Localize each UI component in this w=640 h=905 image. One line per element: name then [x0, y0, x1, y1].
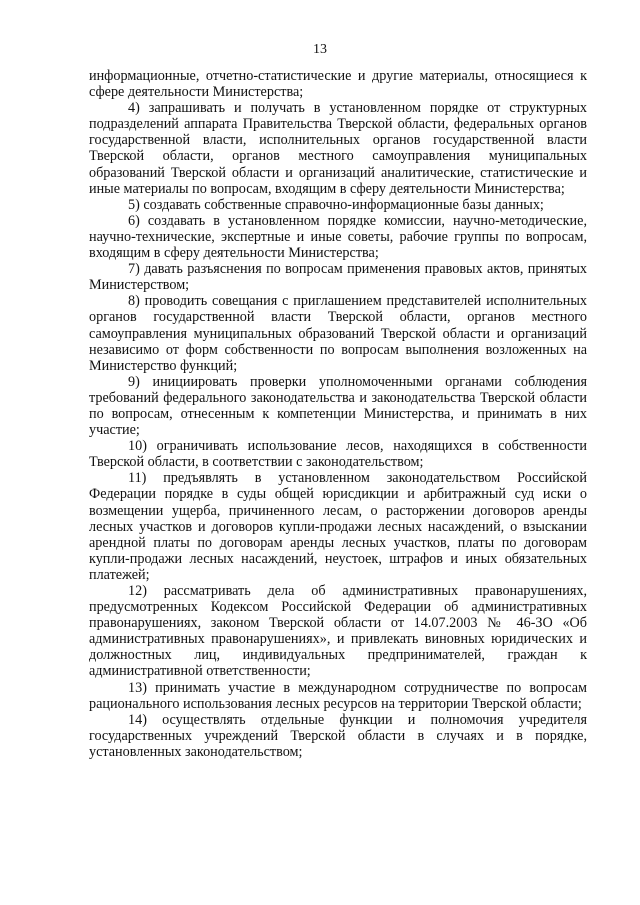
paragraph-item-5: 5) создавать собственные справочно-информационные базы данных; [128, 196, 544, 213]
paragraph-continuation: информационные, отчетно-статистические и другие материалы, относящиеся к сфере деятельности Министерства; [89, 68, 587, 101]
paragraph-item-13: 13) принимать участие в международном сотрудничестве по вопросам рационального использования лесных ресурсов на территории Тверской области; [89, 679, 587, 712]
paragraph-item-8: 8) проводить совещания с приглашением представителей исполнительных органов государственной власти Тверской области, органов местного самоуправления муниципальных образований Тверской области и организаций независимо от форм собственности по вопросам выполнения возложенных на Министерство функций; [89, 293, 587, 374]
paragraph-item-14: 14) осуществлять отдельные функции и полномочия учредителя государственных учреждений Тверской области в случаях и в порядке, установленных законодательством; [89, 711, 587, 760]
paragraph-item-9: 9) инициировать проверки уполномоченными органами соблюдения требований федерального законодательства и законодательства Тверской области по вопросам, отнесенным к компетенции Министерства, и принимать в них участие; [89, 373, 587, 439]
page-number: 13 [313, 42, 327, 57]
paragraph-item-11: 11) предъявлять в установленном законодательством Российской Федерации порядке в суды общей юрисдикции и арбитражный суд иски о возмещении ущерба, причиненного лесам, о расторжении договоров аренды лесных участков и договоров купли-продажи лесных насаждений, о взыскании арендной платы по договорам аренды лесных участков, платы по договорам купли-продажи лесных насаждений, неустоек, штрафов и иных обязательных платежей; [89, 470, 587, 583]
paragraph-item-12: 12) рассматривать дела об административных правонарушениях, предусмотренных Кодексом Российской Федерации об административных правонарушениях, законом Тверской области от 14.07.2003 № 46-ЗО «Об административных правонарушениях», и привлекать виновных юридических и должностных лиц, индивидуальных предпринимателей, граждан к административной ответственности; [89, 583, 587, 680]
paragraph-item-10: 10) ограничивать использование лесов, находящихся в собственности Тверской области, в соответствии с законодательством; [89, 438, 587, 471]
paragraph-item-6: 6) создавать в установленном порядке комиссии, научно-методические, научно-технические, экспертные и иные советы, рабочие группы по вопросам, входящим в сферу деятельности Министерства; [89, 212, 587, 262]
paragraph-item-4: 4) запрашивать и получать в установленном порядке от структурных подразделений аппарата Правительства Тверской области, федеральных органов государственной власти, исполнительных органов государственной власти Тверской области, органов местного самоуправления муниципальных образований Тверской области и организаций аналитические, статистические и иные материалы по вопросам, входящим в сферу деятельности Министерства; [89, 100, 587, 197]
paragraph-item-7: 7) давать разъяснения по вопросам применения правовых актов, принятых Министерством; [89, 261, 587, 294]
document-body [89, 68, 587, 760]
